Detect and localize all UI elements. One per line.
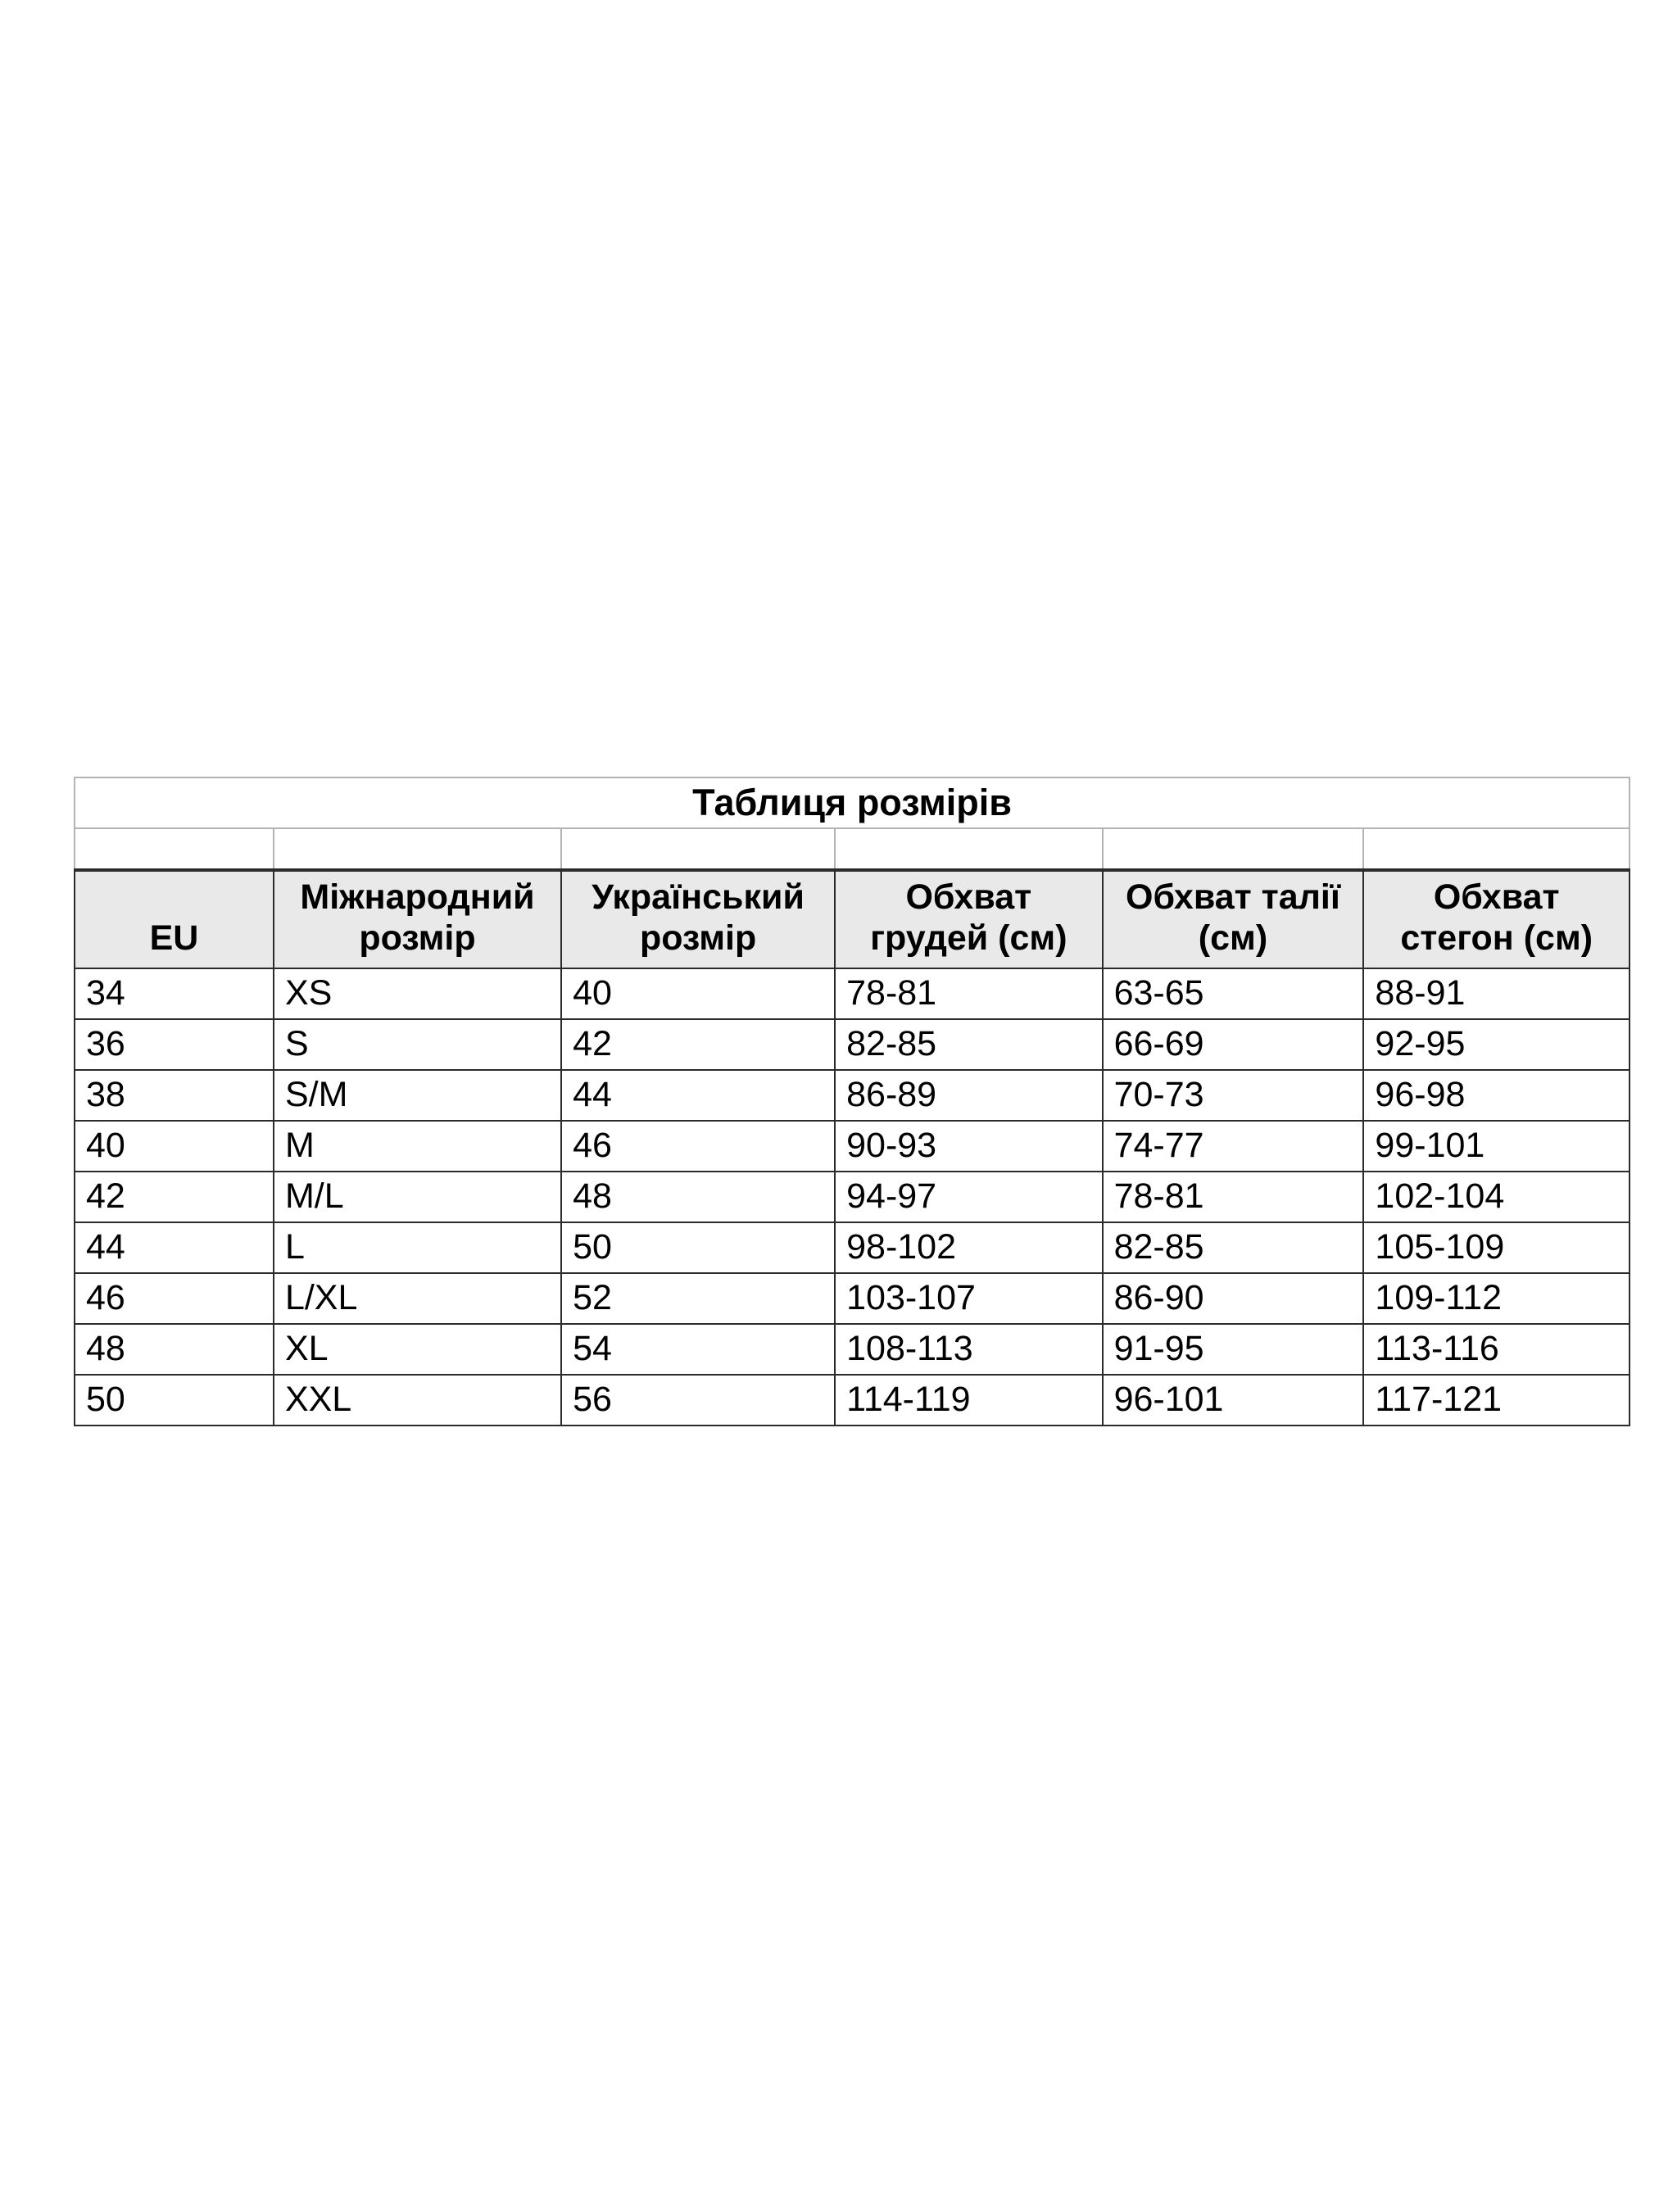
table-cell: 88-91 [1363, 968, 1630, 1019]
table-row [75, 1273, 1630, 1324]
spacer-cell [835, 828, 1102, 870]
table-cell: 54 [561, 1324, 835, 1375]
table-cell: 66-69 [1103, 1019, 1364, 1070]
spacer-row [75, 828, 1630, 870]
table-cell: 44 [75, 1222, 274, 1273]
table-cell: 92-95 [1363, 1019, 1630, 1070]
table-cell: S [274, 1019, 561, 1070]
header-row [75, 870, 1630, 968]
spacer-cell [1103, 828, 1364, 870]
table-cell: L [274, 1222, 561, 1273]
table-cell: 86-90 [1103, 1273, 1364, 1324]
table-cell: 91-95 [1103, 1324, 1364, 1375]
column-header: Міжнародний розмір [274, 870, 561, 968]
table-cell: 38 [75, 1070, 274, 1121]
table-cell: 96-98 [1363, 1070, 1630, 1121]
column-header: Український розмір [561, 870, 835, 968]
table-cell: M [274, 1121, 561, 1172]
table-title: Таблиця розмірів [75, 777, 1630, 828]
table-cell: 42 [75, 1172, 274, 1222]
table-row [75, 1222, 1630, 1273]
table-cell: XXL [274, 1375, 561, 1426]
table-cell: XL [274, 1324, 561, 1375]
table-cell: 40 [75, 1121, 274, 1172]
table-cell: 44 [561, 1070, 835, 1121]
table-cell: 48 [561, 1172, 835, 1222]
table-cell: 86-89 [835, 1070, 1102, 1121]
table-cell: 36 [75, 1019, 274, 1070]
table-cell: 52 [561, 1273, 835, 1324]
table-row [75, 1324, 1630, 1375]
table-row [75, 1172, 1630, 1222]
spacer-cell [561, 828, 835, 870]
column-header: Обхват грудей (см) [835, 870, 1102, 968]
spacer-cell [75, 828, 274, 870]
table-cell: 46 [75, 1273, 274, 1324]
table-cell: 50 [75, 1375, 274, 1426]
table-cell: 56 [561, 1375, 835, 1426]
table-cell: 70-73 [1103, 1070, 1364, 1121]
table-cell: 74-77 [1103, 1121, 1364, 1172]
table-title-row [75, 777, 1630, 828]
table-cell: 102-104 [1363, 1172, 1630, 1222]
table-cell: 108-113 [835, 1324, 1102, 1375]
table-cell: 105-109 [1363, 1222, 1630, 1273]
table-cell: 113-116 [1363, 1324, 1630, 1375]
table-cell: 82-85 [1103, 1222, 1364, 1273]
table-cell: M/L [274, 1172, 561, 1222]
table-row [75, 1070, 1630, 1121]
table-row [75, 1019, 1630, 1070]
table-cell: 94-97 [835, 1172, 1102, 1222]
table-cell: 50 [561, 1222, 835, 1273]
spacer-cell [1363, 828, 1630, 870]
table-cell: 114-119 [835, 1375, 1102, 1426]
column-header: Обхват талії (см) [1103, 870, 1364, 968]
column-header: Обхват стегон (см) [1363, 870, 1630, 968]
table-cell: 78-81 [1103, 1172, 1364, 1222]
size-chart [74, 777, 1630, 1426]
table-cell: S/M [274, 1070, 561, 1121]
table-cell: L/XL [274, 1273, 561, 1324]
table-row [75, 968, 1630, 1019]
table-row [75, 1121, 1630, 1172]
table-cell: 42 [561, 1019, 835, 1070]
table-cell: 63-65 [1103, 968, 1364, 1019]
table-cell: 34 [75, 968, 274, 1019]
table-cell: XS [274, 968, 561, 1019]
table-cell: 109-112 [1363, 1273, 1630, 1324]
table-row [75, 1375, 1630, 1426]
table-cell: 48 [75, 1324, 274, 1375]
table-cell: 40 [561, 968, 835, 1019]
table-cell: 98-102 [835, 1222, 1102, 1273]
size-table [74, 777, 1630, 1426]
table-cell: 99-101 [1363, 1121, 1630, 1172]
column-header: EU [75, 870, 274, 968]
spacer-cell [274, 828, 561, 870]
table-cell: 78-81 [835, 968, 1102, 1019]
table-head-section [75, 777, 1630, 968]
table-cell: 96-101 [1103, 1375, 1364, 1426]
table-body [75, 968, 1630, 1426]
table-cell: 46 [561, 1121, 835, 1172]
table-cell: 82-85 [835, 1019, 1102, 1070]
table-cell: 103-107 [835, 1273, 1102, 1324]
table-cell: 117-121 [1363, 1375, 1630, 1426]
table-cell: 90-93 [835, 1121, 1102, 1172]
